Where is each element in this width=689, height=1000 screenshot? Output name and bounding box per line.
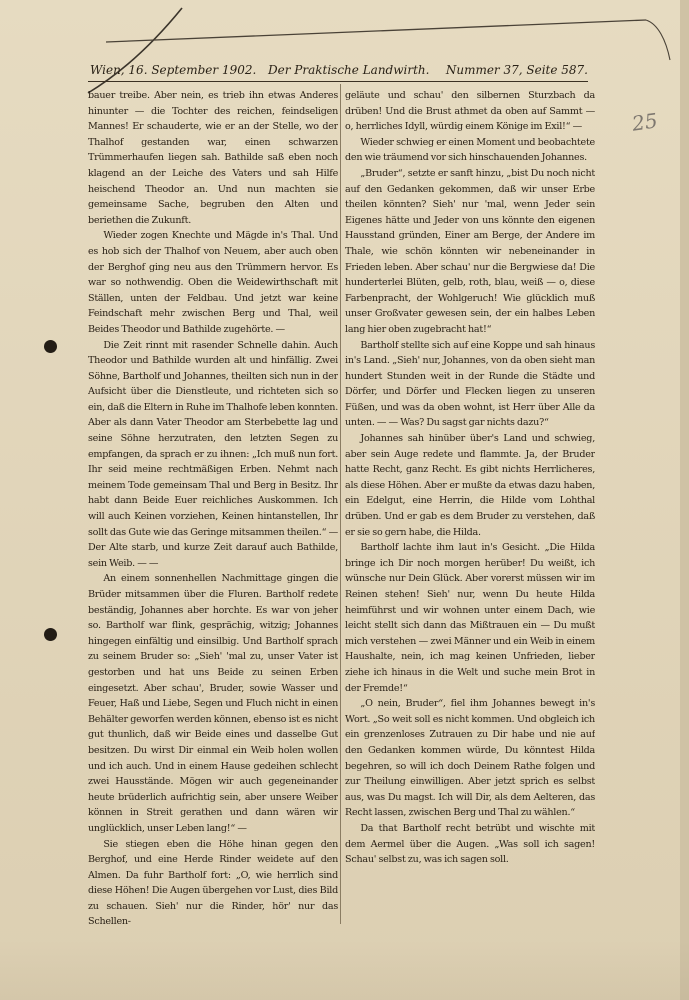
paragraph: „Bruder“, setzte er sanft hinzu, „bist Du noch nicht auf den Gedanken gekommen, daß wir unser Erbe theilen könnten? Sieh' nur 'mal, wenn Jeder sein Eigenes hätte und Jeder von uns könnte den eigenen Hausstand gründen, Einer am Berge, der Andere im Thale, wie schön könnten wir nebeneinander in Frieden leben. Aber schau' nur die Bergwiese da! Die hunderterlei Blüten, gelb, roth, blau, weiß — o, diese Farbenpracht, der Wohlgeruch! Wie glücklich muß unser Großvater gewesen sein, der ein halbes Leben lang hier oben zugebracht hat!“ bbox=[345, 167, 595, 335]
column-divider bbox=[340, 84, 341, 924]
paragraph: Bartholf lachte ihm laut in's Gesicht. „Die Hilda bringe ich Dir noch morgen herüber! Du weißt, ich wünsche nur Dein Glück. Aber vorerst müssen wir im Reinen stehen! Sieh' nur, wenn Du heute Hilda heimführst und wir wohnen unter einem Dach, wie leicht stellt sich dann das Mißtrauen ein — Du mußt mich verstehen — zwei Männer und ein Weib in einem Haushalte, nein, ich mag keinen Unfrieden, lieber ziehe ich hinaus in die Welt und suche mein Brot in der Fremde!“ bbox=[345, 542, 595, 694]
punch-hole-bottom bbox=[44, 628, 57, 641]
paragraph: geläute und schau' den silbernen Sturzbach da drüben! Und die Brust athmet da oben auf Sammt — o, herrliches Idyll, würdig einem Könige im Exil!“ — bbox=[345, 90, 595, 133]
paragraph: bauer treibe. Aber nein, es trieb ihn etwas Anderes hinunter — die Tochter des reichen, feindseligen Mannes! Er schauderte, wie er an der Stelle, wo der Thalhof gestanden war, einen schwarzen Trümmerhaufen liegen sah. Bathilde saß eben noch klagend an der Leiche des Vaters und sah Hilfe heischend Theodor an. Und nun machten sie gemeinsame Sache, begruben den Alten und beriethen die Zukunft. bbox=[88, 90, 338, 226]
text-column-left bbox=[88, 88, 338, 928]
header-date: Wien, 16. September 1902. bbox=[90, 63, 257, 77]
paragraph: „O nein, Bruder“, fiel ihm Johannes bewegt in's Wort. „So weit soll es nicht kommen. Und obgleich ich ein grenzenloses Zutrauen zu Dir habe und nie auf den Gedanken kommen würde, Du könntest Hilda begehren, so will ich doch Deinem Rathe folgen und zur Theilung einwilligen. Aber jetzt sprich es selbst aus, was Du magst. Ich will Dir, als dem Aelteren, das Recht lassen, zwischen Berg und Thal zu wählen.“ bbox=[345, 698, 595, 819]
paragraph: An einem sonnenhellen Nachmittage gingen die Brüder mitsammen über die Fluren. Bartholf redete beständig, Johannes aber horchte. Es war von jeher so. Bartholf war flink, gesprächig, witzig; Johannes hingegen einfältig und einsilbig. Und Bartholf sprach zu seinem Bruder so: „Sieh' 'mal zu, unser Vater ist gestorben und hat uns Beide zu seinen Erben eingesetzt. Aber schau', Bruder, sowie Wasser und Feuer, Haß und Liebe, Segen und Fluch nicht in einen Behälter geworfen werden können, ebenso ist es nicht gut thunlich, daß wir Beide eines und dasselbe Gut besitzen. Du wirst Dir einmal ein Weib holen wollen und ich auch. Und in einem Hause gedeihen schlecht zwei Hausstände. Mögen wir auch gegeneinander heute brüderlich aufrichtig sein, aber unsere Weiber können in Streit gerathen und dann wären wir unglücklich, unser Leben lang!“ — bbox=[88, 573, 338, 834]
paragraph: Johannes sah hinüber über's Land und schwieg, aber sein Auge redete und flammte. Ja, der Bruder hatte Recht, ganz Recht. Es gibt nichts Herrlicheres, als diese Höhen. Aber er mußte da etwas dazu haben, ein Edelgut, eine Herrin, die Hilde vom Lohthal drüben. Und er gab es dem Bruder zu verstehen, daß er sie so gern habe, die Hilda. bbox=[345, 433, 595, 538]
punch-hole-top bbox=[44, 340, 57, 353]
paragraph: Sie stiegen eben die Höhe hinan gegen den Berghof, und eine Herde Rinder weidete auf den Almen. Da fuhr Bartholf fort: „O, wie herrlich sind diese Höhen! Die Augen übergehen vor Lust, dies Bild zu schauen. Sieh' nur die Rinder, hör' nur das Schellen- bbox=[88, 838, 338, 928]
paragraph: Die Zeit rinnt mit rasender Schnelle dahin. Auch Theodor und Bathilde wurden alt und hinfällig. Zwei Söhne, Bartholf und Johannes, theilten sich nun in der Aufsicht über die Dienstleute, und richteten sich so ein, daß die Eltern in Ruhe im Thalhofe leben konnten. Aber als dann Vater Theodor am Sterbebette lag und seine Söhne herzutraten, den letzten Segen zu empfangen, da sprach er zu ihnen: „Ich muß nun fort. Ihr seid meine rechtmäßigen Erben. Nehmt nach meinem Tode gemeinsam Thal und Berg in Besitz. Ihr habt dann Beide Euer reichliches Auskommen. Ich will auch Keinen vorziehen, Keinen hintanstellen, Ihr sollt das Gute wie das Geringe mitsammen theilen.“ — Der Alte starb, und kurze Zeit darauf auch Bathilde, sein Weib. — — bbox=[88, 339, 338, 569]
header-publication: Der Praktische Landwirth. bbox=[268, 63, 430, 77]
text-column-right bbox=[345, 88, 595, 928]
paragraph: Wieder schwieg er einen Moment und beobachtete den wie träumend vor sich hinschauenden Johannes. bbox=[345, 136, 595, 164]
header-issue-page: Nummer 37, Seite 587. bbox=[445, 63, 588, 77]
paragraph: Bartholf stellte sich auf eine Koppe und sah hinaus in's Land. „Sieh' nur, Johannes, von da oben sieht man hundert Stunden weit in der Runde die Städte und Dörfer, und Dörfer und Flecken liegen zu unseren Füßen, und was da oben wohnt, ist Herr über Alle da unten. — — Was? Du sagst gar nichts dazu?“ bbox=[345, 339, 595, 429]
paragraph: Wieder zogen Knechte und Mägde in's Thal. Und es hob sich der Thalhof von Neuem, aber auch oben der Berghof ging neu aus den Trümmern hervor. Es war so nothwendig. Oben die Weidewirthschaft mit Ställen, unten der Feldbau. Und jetzt war keine Feindschaft mehr zwischen Berg und Thal, weil Beides Theodor und Bathilde zugehörte. — bbox=[88, 230, 338, 335]
paragraph: Da that Bartholf recht betrübt und wischte mit dem Aermel über die Augen. „Was soll ich sagen! Schau' selbst zu, was ich sagen soll. bbox=[345, 822, 595, 866]
header-rule bbox=[88, 81, 588, 82]
page-edge bbox=[680, 0, 689, 1000]
handwritten-margin-note: 25 bbox=[630, 108, 659, 136]
paper-shading bbox=[0, 940, 689, 1000]
page-header bbox=[90, 63, 588, 81]
